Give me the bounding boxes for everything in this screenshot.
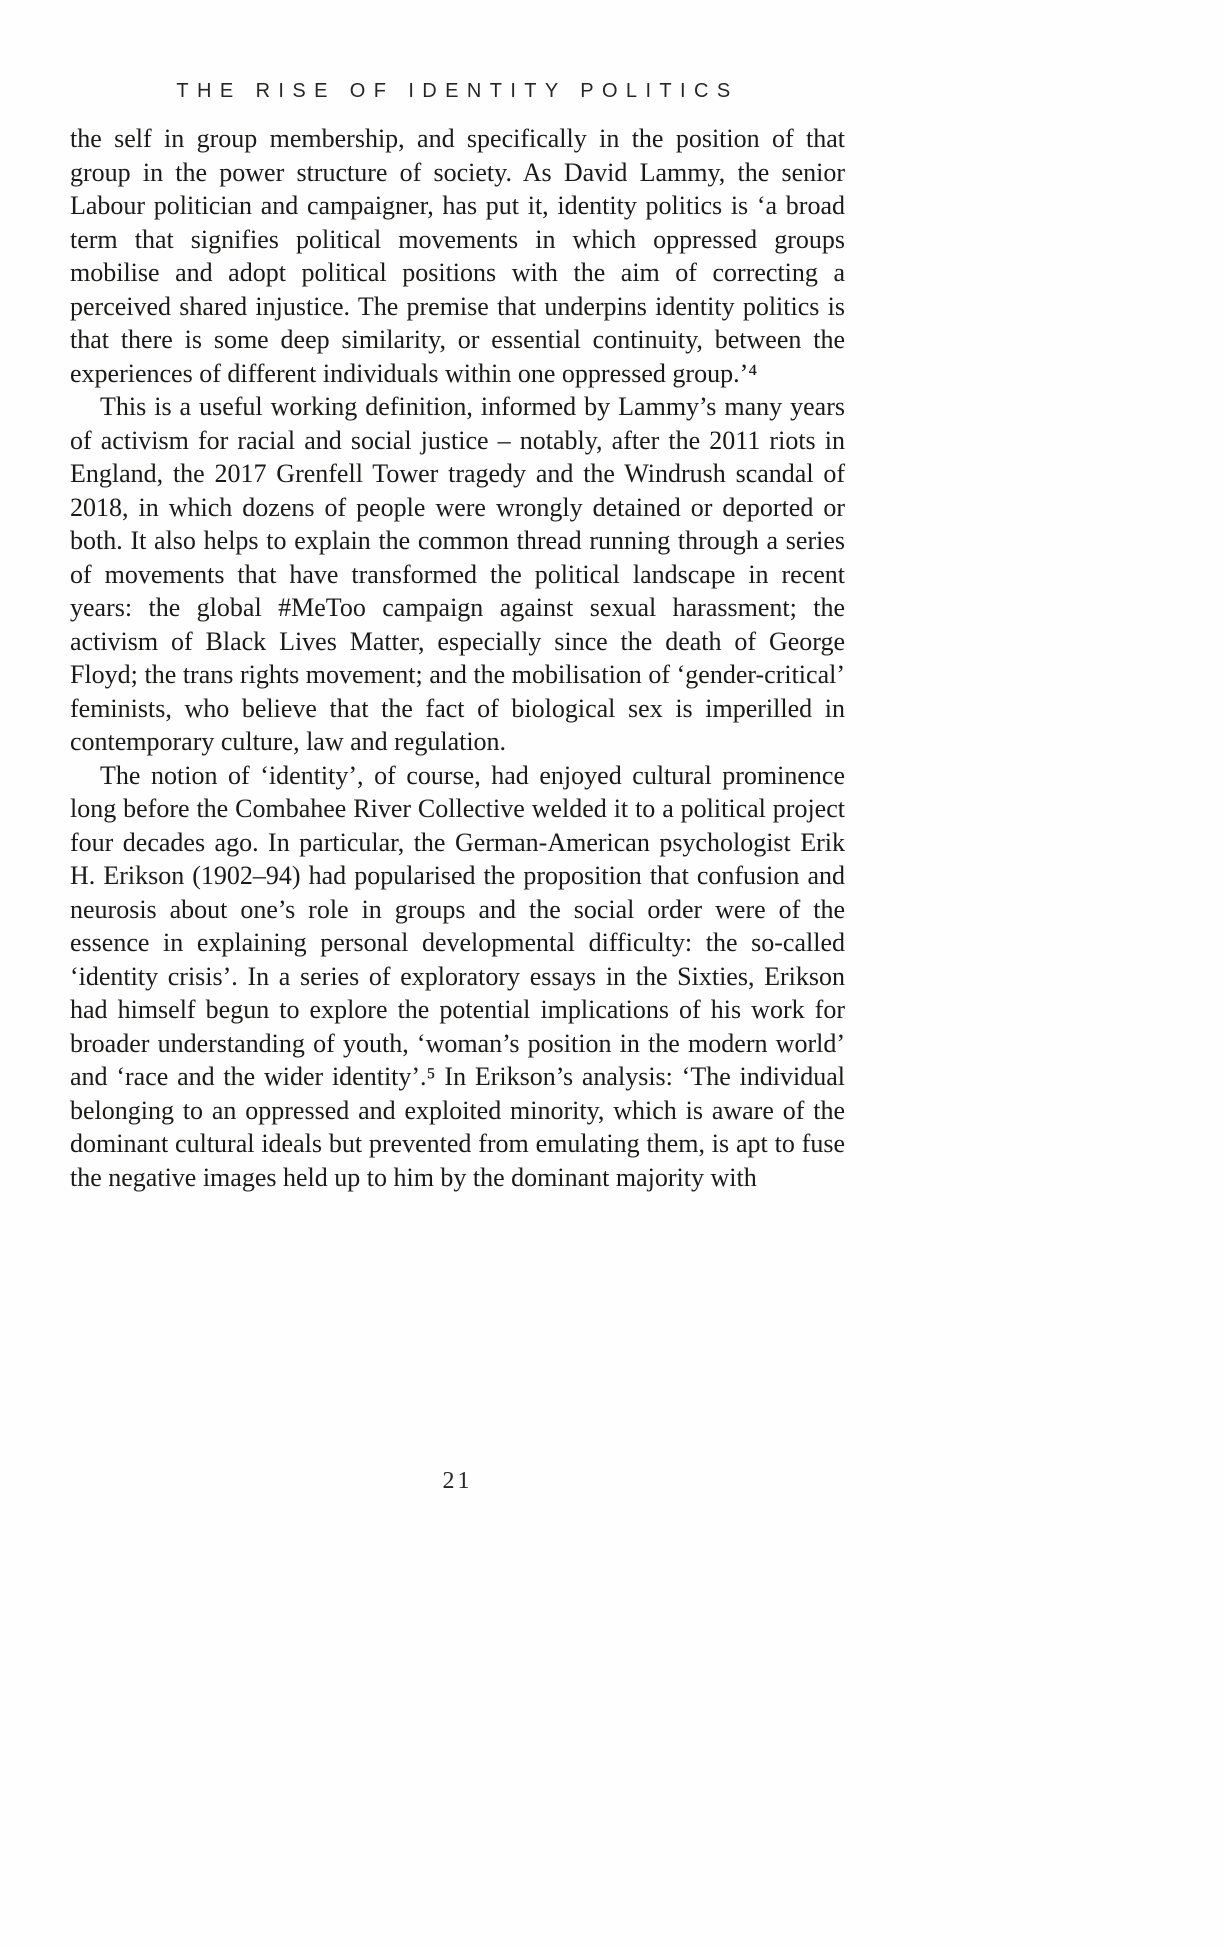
paragraph: The notion of ‘identity’, of course, had enjoyed cultural prominence long before the Combahee River Collective welded it to a political project four decades ago. In particular, the German-American psychologist Erik H. Erikson (1902–94) had popularised the proposition that confusion and neurosis about one’s role in groups and the social order were of the essence in explaining personal developmental difficulty: the so-called ‘identity crisis’. In a series of exploratory essays in the Sixties, Erikson had himself begun to explore the potential implications of his work for broader understanding of youth, ‘woman’s position in the modern world’ and ‘race and the wider identity’.⁵ In Erikson’s analysis: ‘The individual belonging to an oppressed and exploited minority, which is aware of the dominant cultural ideals but prevented from emulating them, is apt to fuse the negative images held up to him by the dominant majority with: [70, 760, 845, 1192]
page-number: 21: [442, 1468, 473, 1494]
paragraph-continuation: the self in group membership, and specifically in the position of that group in the power structure of society. As David Lammy, the senior Labour politician and campaigner, has put it, identity politics is ‘a broad term that signifies political movements in which oppressed groups mobilise and adopt political positions with the aim of correcting a perceived shared injustice. The premise that underpins identity politics is that there is some deep similarity, or essential continuity, between the experiences of different individuals within one oppressed group.’⁴: [70, 124, 845, 388]
paragraph: This is a useful working definition, informed by Lammy’s many years of activism for racial and social justice – notably, after the 2011 riots in England, the 2017 Grenfell Tower tragedy and the Windrush scandal of 2018, in which dozens of people were wrongly detained or deported or both. It also helps to explain the common thread running through a series of movements that have transformed the political landscape in recent years: the global #MeToo campaign against sexual harassment; the activism of Black Lives Matter, especially since the death of George Floyd; the trans rights movement; and the mobilisation of ‘gender-critical’ feminists, who believe that the fact of biological sex is imperilled in contemporary culture, law and regulation.: [70, 392, 845, 756]
running-header: THE RISE OF IDENTITY POLITICS: [176, 80, 739, 102]
text-block: [70, 122, 845, 1194]
